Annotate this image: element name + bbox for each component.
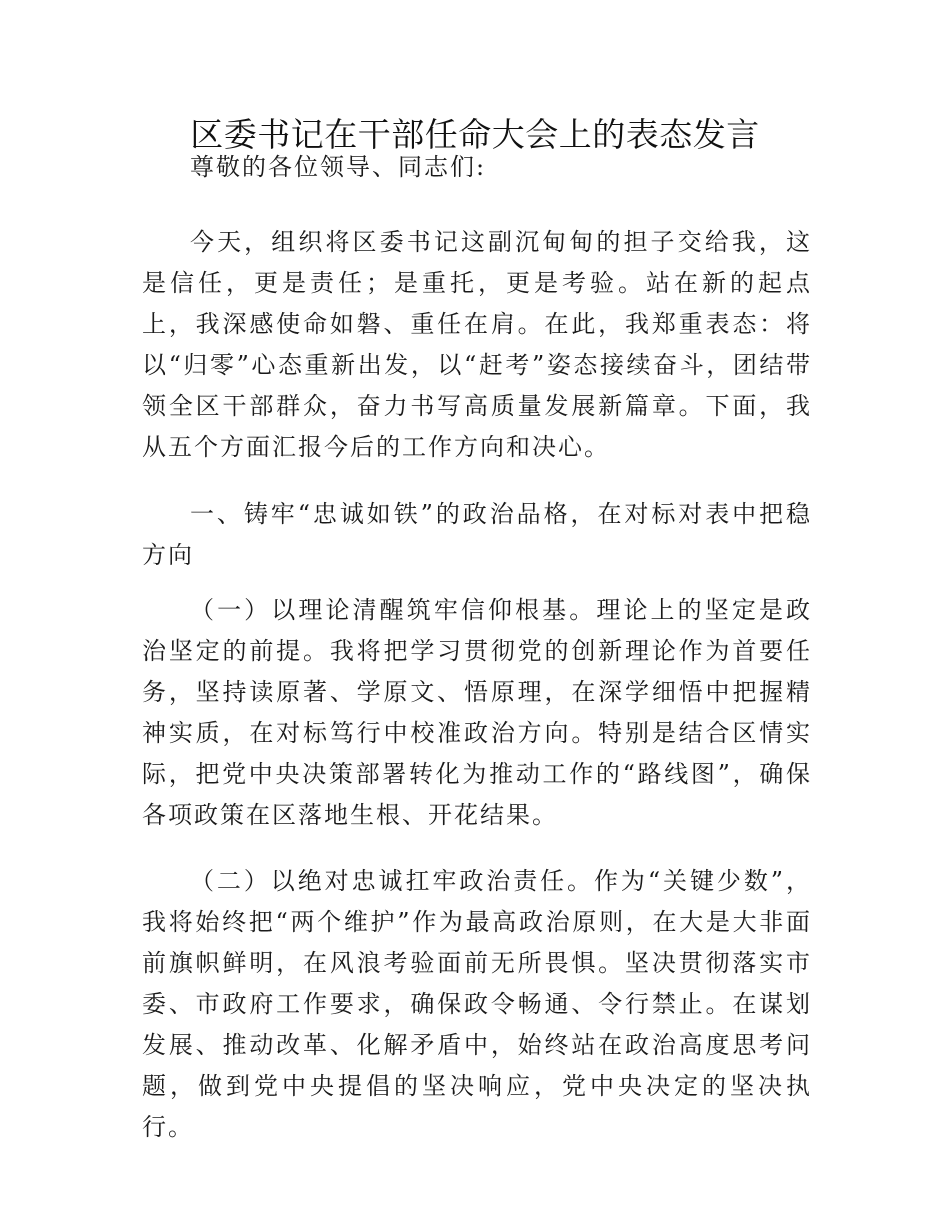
document-title: 区委书记在干部任命大会上的表态发言: [190, 115, 760, 154]
section-heading-1: 一、铸牢“忠诚如铁”的政治品格，在对标对表中把稳方向: [142, 500, 812, 569]
paragraph-subsection-1: （一）以理论清醒筑牢信仰根基。理论上的坚定是政治坚定的前提。我将把学习贯彻党的创新理论作为首要任务，坚持读原著、学原文、悟原理，在深学细悟中把握精神实质，在对标笃行中校准政治方向。特别是结合区情实际，把党中央决策部署转化为推动工作的“路线图”，确保各项政策在区落地生根、开花结果。: [142, 596, 812, 829]
salutation: 尊敬的各位领导、同志们:: [190, 153, 487, 181]
paragraph-intro: 今天，组织将区委书记这副沉甸甸的担子交给我，这是信任，更是责任；是重托，更是考验。站在新的起点上，我深感使命如磐、重任在肩。在此，我郑重表态：将以“归零”心态重新出发，以“赶考”姿态接续奋斗，团结带领全区干部群众，奋力书写高质量发展新篇章。下面，我从五个方面汇报今后的工作方向和决心。: [142, 228, 812, 461]
paragraph-subsection-2: （二）以绝对忠诚扛牢政治责任。作为“关键少数”，我将始终把“两个维护”作为最高政治原则，在大是大非面前旗帜鲜明，在风浪考验面前无所畏惧。坚决贯彻落实市委、市政府工作要求，确保政令畅通、令行禁止。在谋划发展、推动改革、化解矛盾中，始终站在政治高度思考问题，做到党中央提倡的坚决响应，党中央决定的坚决执行。: [142, 867, 812, 1141]
